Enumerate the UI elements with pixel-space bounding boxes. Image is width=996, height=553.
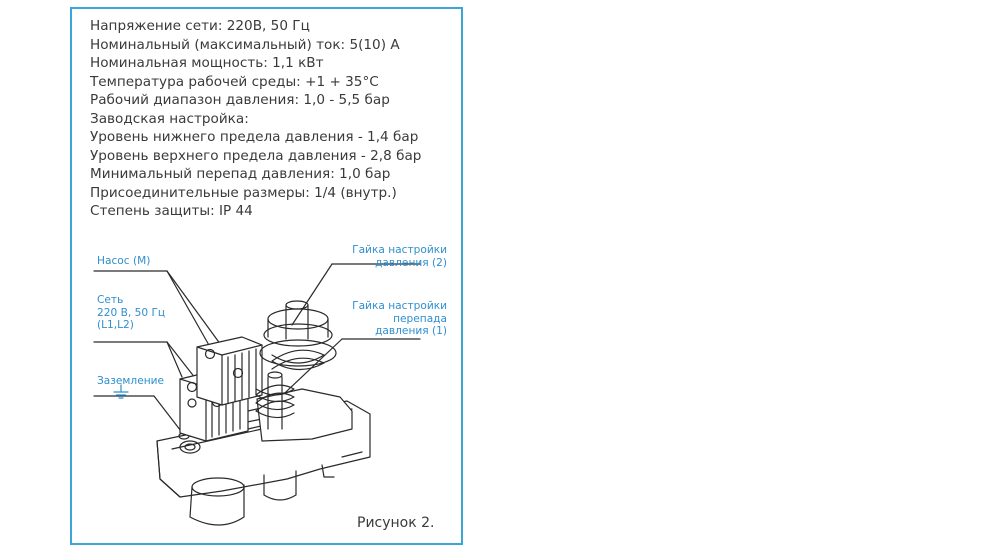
callout-pump: Насос (М)	[97, 255, 151, 267]
spec-current: Номинальный (максимальный) ток: 5(10) А	[90, 36, 400, 53]
figure-frame	[70, 7, 463, 545]
spec-upper-limit: Уровень верхнего предела давления - 2,8 бар	[90, 147, 422, 164]
spec-pressure-range: Рабочий диапазон давления: 1,0 - 5,5 бар	[90, 92, 390, 108]
callout-ground: Заземление	[97, 375, 165, 387]
pressure-switch-drawing	[72, 9, 461, 543]
callout-differential-nut: Гайка настройки перепада давления (1)	[352, 300, 447, 337]
spring-assembly	[256, 301, 352, 441]
callout-mains: Сеть 220 В, 50 Гц (L1,L2)	[97, 294, 166, 331]
spec-lower-limit: Уровень нижнего предела давления - 1,4 бар	[90, 129, 419, 145]
spec-power: Номинальная мощность: 1,1 кВт	[90, 55, 324, 71]
spec-factory-setting: Заводская настройка:	[90, 110, 249, 127]
spec-protection: Степень защиты: IP 44	[90, 203, 253, 219]
spec-min-differential: Минимальный перепад давления: 1,0 бар	[90, 166, 391, 182]
spec-temperature: Температура рабочей среды: +1 + 35°С	[90, 73, 379, 90]
spec-connection-size: Присоединительные размеры: 1/4 (внутр.)	[90, 184, 397, 201]
callout-pressure-nut: Гайка настройки давления (2)	[352, 244, 447, 269]
figure-caption: Рисунок 2.	[357, 515, 435, 531]
spec-voltage: Напряжение сети: 220В, 50 Гц	[90, 18, 310, 34]
